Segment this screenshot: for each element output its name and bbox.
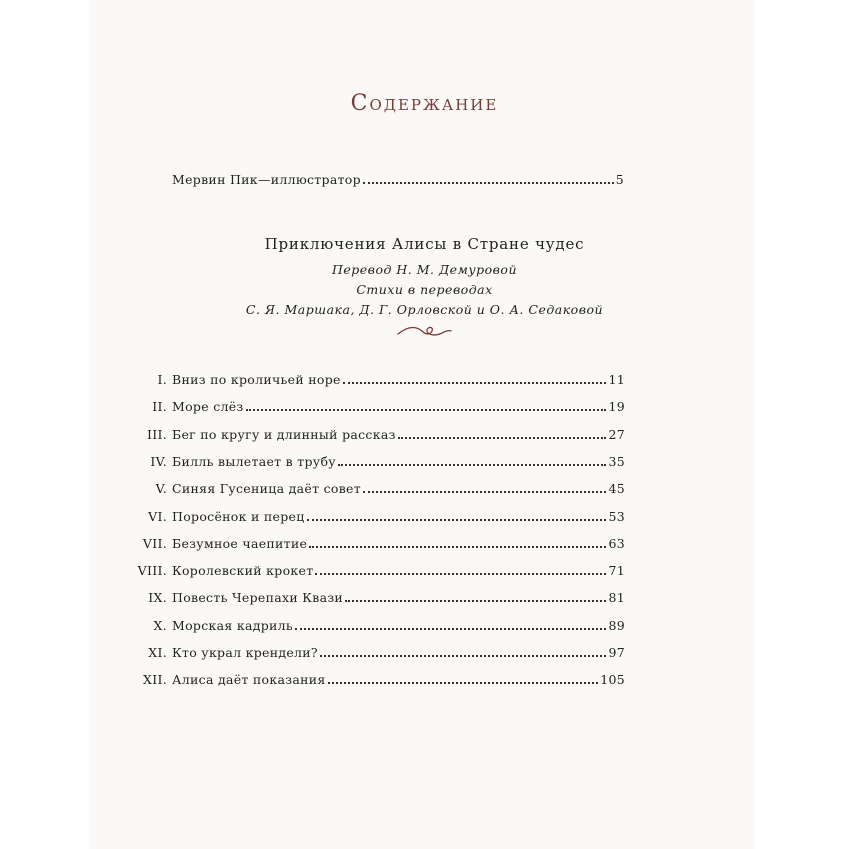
chapter-number: II. bbox=[152, 399, 167, 415]
chapter-number: VII. bbox=[142, 535, 167, 551]
dot-leader bbox=[295, 620, 606, 630]
chapter-title: Королевский крокет bbox=[172, 563, 314, 579]
flourish-ornament bbox=[394, 322, 454, 340]
dot-leader bbox=[309, 538, 606, 548]
dot-leader bbox=[246, 401, 607, 411]
toc-entry-chapter bbox=[120, 427, 625, 442]
chapter-title: Море слёз bbox=[172, 399, 244, 415]
dot-leader bbox=[328, 674, 599, 684]
chapter-number: X. bbox=[153, 617, 167, 633]
chapter-page: 27 bbox=[608, 426, 625, 442]
book-page bbox=[90, 0, 755, 849]
toc-entry-chapter bbox=[120, 563, 625, 578]
chapter-title: Морская кадриль bbox=[172, 617, 293, 633]
chapter-number: XI. bbox=[148, 645, 167, 660]
dot-leader bbox=[338, 456, 607, 466]
toc-entry-chapter bbox=[120, 645, 625, 660]
toc-entry-chapter bbox=[120, 536, 625, 551]
dot-leader bbox=[320, 647, 607, 657]
toc-entry-chapter bbox=[120, 399, 625, 414]
dot-leader bbox=[345, 592, 606, 602]
chapter-page: 45 bbox=[608, 481, 625, 497]
chapter-page: 11 bbox=[608, 372, 625, 387]
toc-entry-chapter bbox=[120, 590, 625, 605]
chapter-page: 105 bbox=[600, 672, 625, 688]
dot-leader bbox=[363, 483, 607, 493]
chapter-title: Повесть Черепахи Квази bbox=[172, 590, 344, 606]
chapter-page: 19 bbox=[608, 399, 625, 415]
chapter-number: IV. bbox=[150, 453, 167, 469]
chapter-number: VI. bbox=[148, 508, 167, 524]
toc-entry-chapter bbox=[120, 509, 625, 524]
toc-entry-chapter bbox=[120, 481, 625, 496]
chapter-title: Бег по кругу и длинный рассказ bbox=[172, 426, 396, 442]
chapter-title: Алиса даёт показания bbox=[172, 672, 326, 688]
poem-translators: С. Я. Маршака, Д. Г. Орловской и О. А. Седаковой bbox=[245, 302, 604, 317]
poems-label: Стихи в переводах bbox=[356, 282, 493, 297]
toc-entry-title: Мервин Пик—иллюстратор bbox=[172, 172, 361, 187]
chapter-page: 53 bbox=[608, 508, 625, 524]
toc-entry-chapter bbox=[120, 454, 625, 469]
chapter-page: 63 bbox=[608, 535, 625, 551]
toc-entry-chapter bbox=[120, 372, 625, 387]
chapter-number: XII. bbox=[143, 672, 167, 688]
chapter-number: III. bbox=[147, 426, 167, 442]
chapter-number: VIII. bbox=[137, 563, 167, 579]
chapter-page: 35 bbox=[608, 453, 625, 469]
chapter-page: 81 bbox=[608, 590, 625, 606]
chapter-number: IX. bbox=[148, 590, 167, 606]
dot-leader bbox=[343, 374, 607, 384]
dot-leader bbox=[315, 565, 606, 575]
chapter-number: V. bbox=[155, 481, 167, 497]
chapter-title: Синяя Гусеница даёт совет bbox=[172, 481, 361, 497]
toc-entry-chapter bbox=[120, 672, 625, 687]
book-title: Приключения Алисы в Стране чудес bbox=[264, 235, 585, 253]
chapter-page: 97 bbox=[608, 645, 625, 660]
toc-entry-chapter bbox=[120, 618, 625, 633]
toc-entry-intro bbox=[172, 172, 624, 187]
page-title: Содержание bbox=[350, 91, 499, 116]
chapter-page: 71 bbox=[608, 563, 625, 579]
chapter-title: Вниз по кроличьей норе bbox=[172, 372, 341, 387]
toc-entry-page: 5 bbox=[615, 172, 624, 187]
chapter-title: Поросёнок и перец bbox=[172, 508, 305, 524]
chapter-number: I. bbox=[157, 372, 167, 387]
dot-leader bbox=[307, 511, 607, 521]
translation-credit: Перевод Н. М. Демуровой bbox=[331, 262, 518, 277]
chapter-page: 89 bbox=[608, 617, 625, 633]
chapter-title: Кто украл крендели? bbox=[172, 645, 318, 660]
chapter-title: Безумное чаепитие bbox=[172, 535, 308, 551]
dot-leader bbox=[398, 429, 607, 439]
dot-leader bbox=[363, 174, 614, 184]
chapter-title: Билль вылетает в трубу bbox=[172, 453, 336, 469]
